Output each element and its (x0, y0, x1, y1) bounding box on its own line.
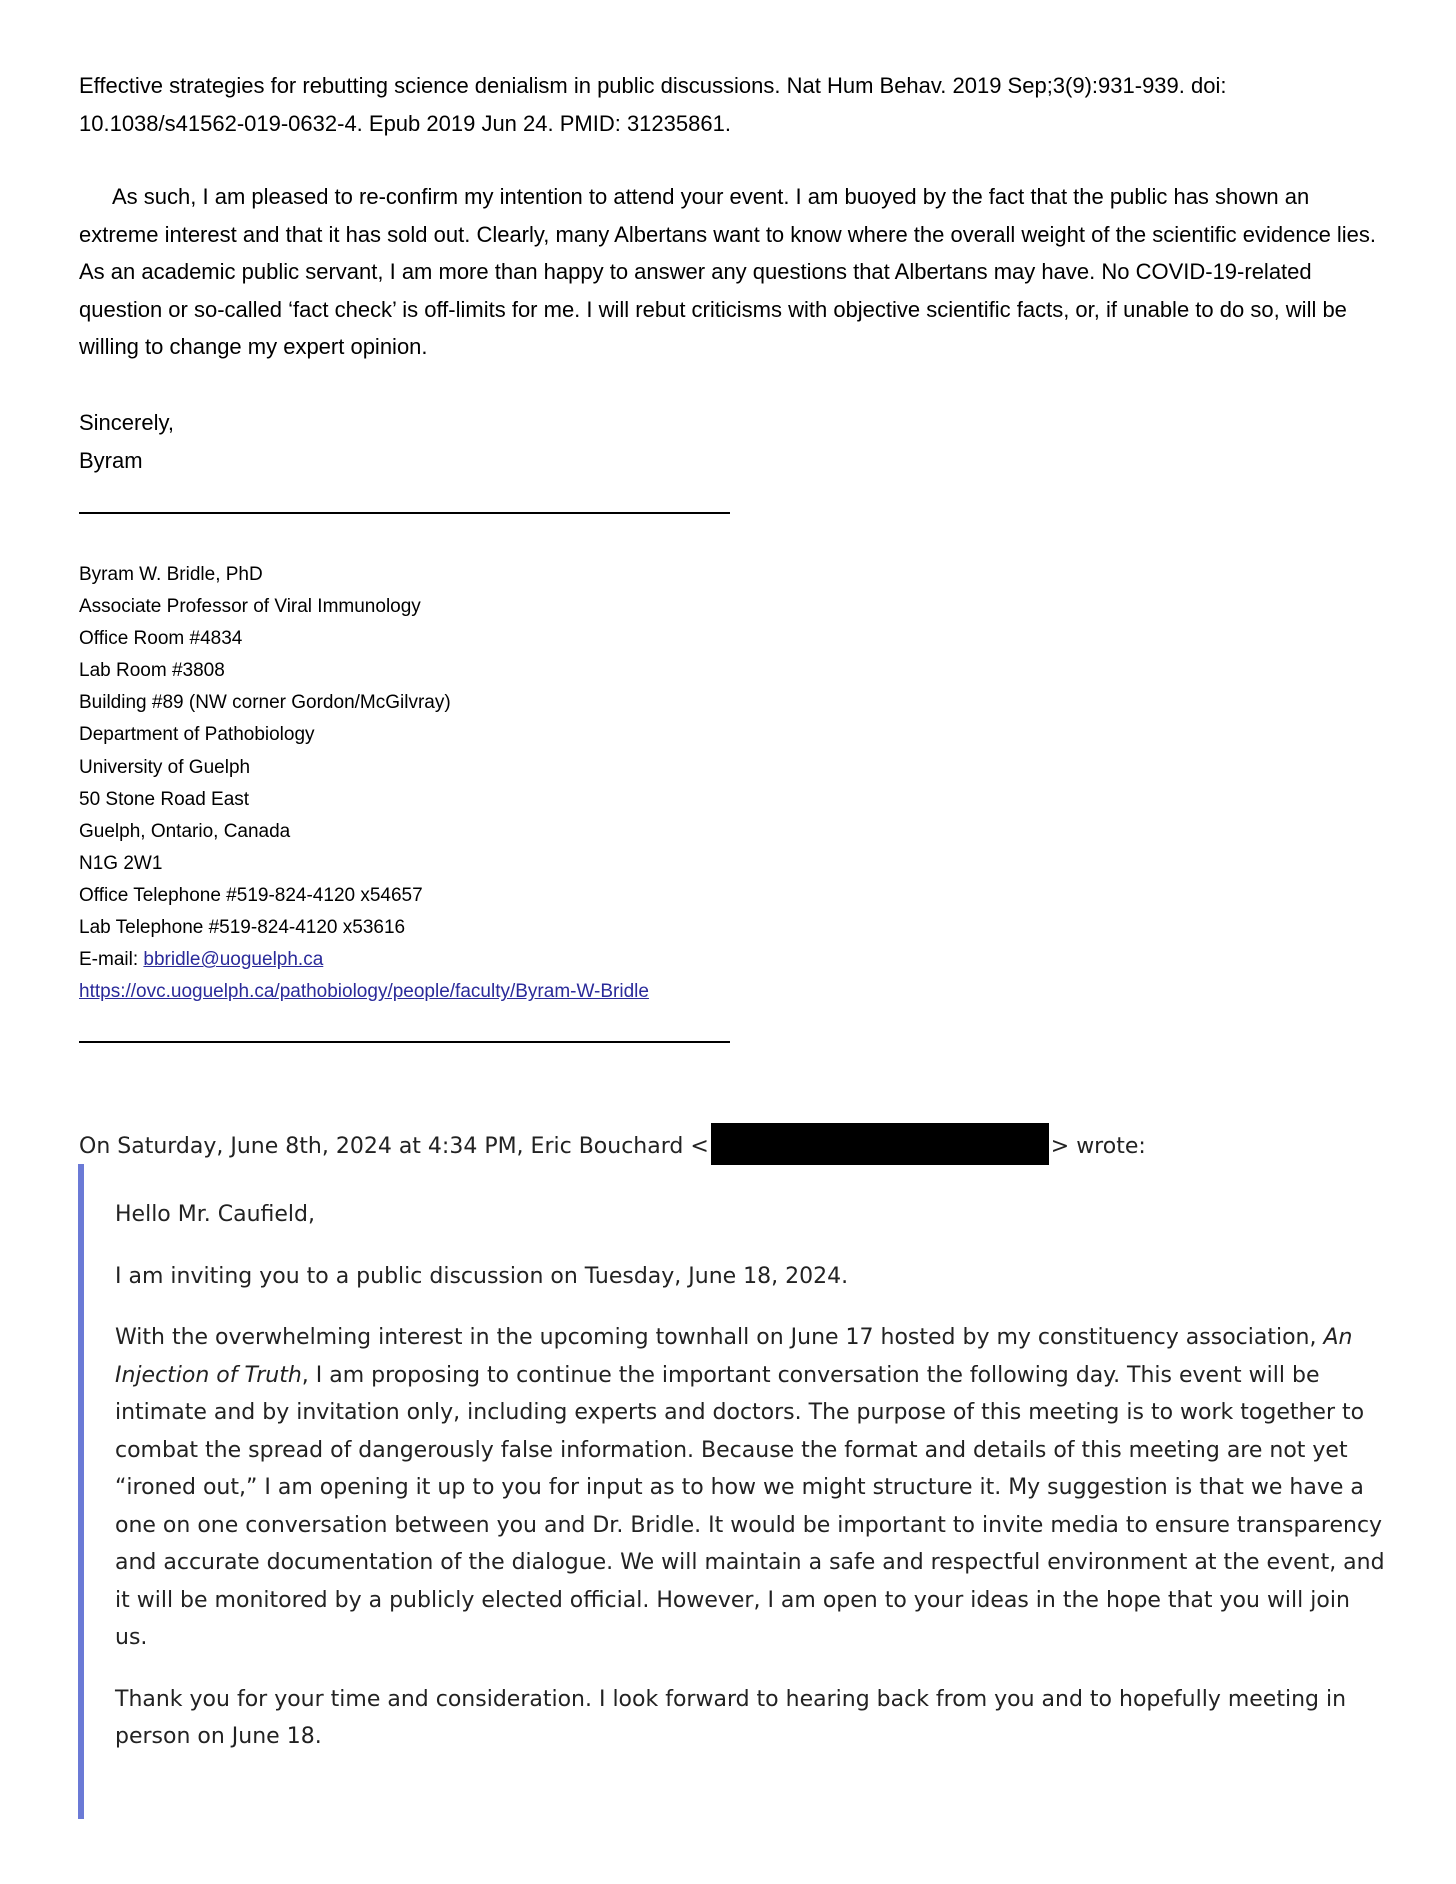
event-title: An Injection of Truth (115, 1325, 1353, 1388)
signature-line: Associate Professor of Viral Immunology (79, 596, 421, 618)
email-signature (79, 559, 649, 1008)
signature-line: Lab Room #3808 (79, 660, 225, 682)
signature-line: Lab Telephone #519-824-4120 x53616 (79, 917, 406, 939)
quoted-greeting: Hello Mr. Caufield, (115, 1202, 315, 1227)
quoted-paragraph-2-rest: , I am proposing to continue the important conversation the following day. This event will be intimate and by invitation only, including experts and doctors. The purpose of this meeting is to work together to combat the spread of dangerously false information. Because the format and details of this meeting are not yet “ironed out,” I am opening it up to you for input as to how we might structure it. My suggestion is that we have a one on one conversation between you and Dr. Bridle. It would be important to invite media to ensure transparency and accurate documentation of the dialogue. We will maintain a safe and respectful environment at the event, and it will be monitored by a publicly elected official. However, I am open to your ideas in the hope that you will join us. (115, 1362, 1385, 1650)
signature-divider-top (79, 512, 730, 514)
citation-text: Effective strategies for rebutting science denialism in public discussions. Nat Hum Behav. 2019 Sep;3(9):931-939. doi: 10.1038/s41562-019-0632-4. Epub 2019 Jun 24. PMID: 31235861. (79, 73, 1227, 136)
closing-name: Byram (79, 447, 143, 473)
quoted-header-prefix: On Saturday, June 8th, 2024 at 4:34 PM, Eric Bouchard < (79, 1134, 709, 1159)
reply-paragraph: As such, I am pleased to re-confirm my intention to attend your event. I am buoyed by the fact that the public has shown an extreme interest and that it has sold out. Clearly, many Albertans want to know where the overall weight of the scientific evidence lies. As an academic public servant, I am more than happy to answer any questions that Albertans may have. No COVID-19-related question or so-called ‘fact check’ is off-limits for me. I will rebut criticisms with objective scientific facts, or, if unable to do so, will be willing to change my expert opinion. (79, 184, 1377, 359)
signature-line: Building #89 (NW corner Gordon/McGilvray) (79, 692, 451, 714)
email-label: E-mail: (79, 949, 139, 971)
faculty-page-link[interactable]: https://ovc.uoguelph.ca/pathobiology/people/faculty/Byram-W-Bridle (79, 981, 649, 1003)
signature-email-line (79, 944, 649, 976)
quoted-paragraph-1: I am inviting you to a public discussion on Tuesday, June 18, 2024. (115, 1263, 849, 1289)
quoted-message (115, 1196, 1385, 1780)
signature-line: Byram W. Bridle, PhD (79, 564, 263, 585)
signature-line: N1G 2W1 (79, 852, 163, 874)
quote-bar (78, 1164, 84, 1819)
quoted-paragraph-3: Thank you for your time and consideration. I look forward to hearing back from you and to hopefully meeting in person on June 18. (115, 1686, 1347, 1749)
signature-line: University of Guelph (79, 756, 251, 778)
signature-line: Office Room #4834 (79, 628, 243, 650)
closing-salutation: Sincerely, (79, 410, 174, 435)
closing-block (79, 404, 1379, 479)
signature-line: 50 Stone Road East (79, 788, 250, 810)
signature-line: Office Telephone #519-824-4120 x54657 (79, 884, 423, 906)
signature-divider-bottom (79, 1041, 730, 1043)
signature-line: Guelph, Ontario, Canada (79, 820, 291, 842)
signature-url-line (79, 976, 649, 1008)
quoted-paragraph-2 (115, 1319, 1385, 1657)
redacted-email-block (711, 1123, 1049, 1165)
quoted-header (79, 1126, 1146, 1168)
quoted-paragraph-2-start: With the overwhelming interest in the upcoming townhall on June 17 hosted by my constituency association, (115, 1325, 1324, 1350)
quoted-header-suffix: > wrote: (1050, 1134, 1146, 1159)
email-link[interactable]: bbridle@uoguelph.ca (143, 949, 324, 971)
signature-line: Department of Pathobiology (79, 724, 315, 746)
